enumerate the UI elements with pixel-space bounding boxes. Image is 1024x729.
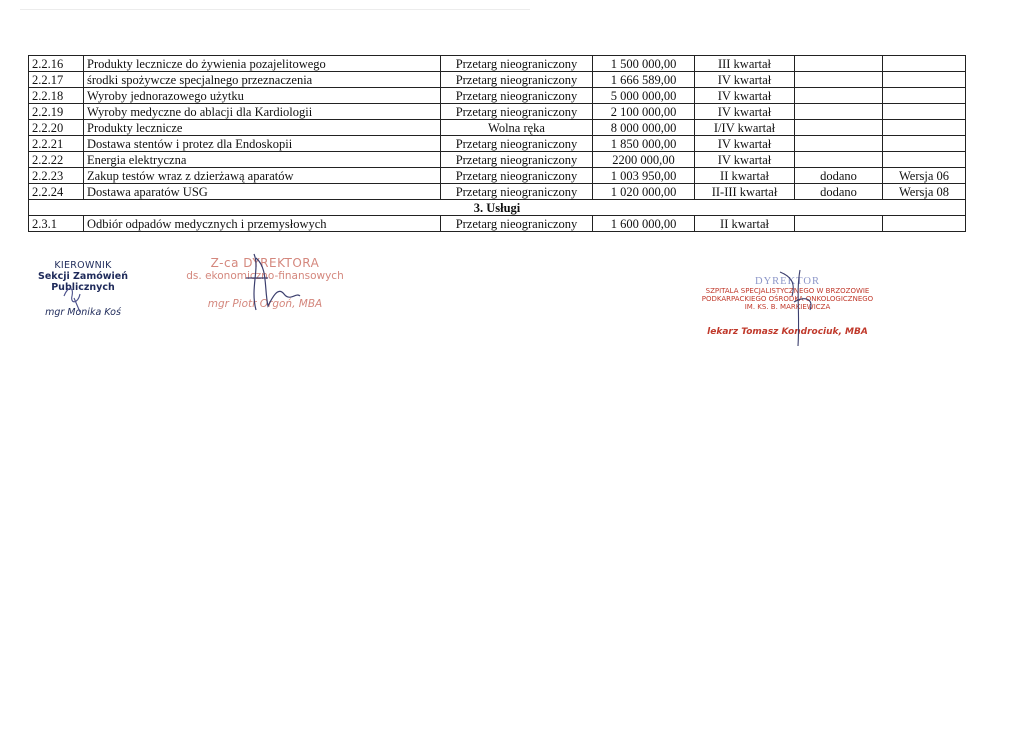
stamp-line: IM. KS. B. MARKIEWICZA (744, 303, 831, 311)
procurement-mode: Przetarg nieograniczony (441, 216, 593, 232)
item-name: środki spożywcze specjalnego przeznaczenia (84, 72, 441, 88)
procurement-mode: Przetarg nieograniczony (441, 136, 593, 152)
table-row (29, 88, 966, 104)
estimated-value: 1 020 000,00 (593, 184, 695, 200)
signature-name: lekarz Tomasz Kondrociuk, MBA (707, 327, 868, 337)
estimated-value: 8 000 000,00 (593, 120, 695, 136)
item-number: 2.2.18 (29, 88, 84, 104)
item-number: 2.2.19 (29, 104, 84, 120)
version-label (883, 88, 966, 104)
change-note: dodano (795, 168, 883, 184)
estimated-value: 1 850 000,00 (593, 136, 695, 152)
item-name: Zakup testów wraz z dzierżawą aparatów (84, 168, 441, 184)
version-label (883, 56, 966, 72)
table-row (29, 216, 966, 232)
planned-quarter: IV kwartał (695, 104, 795, 120)
procurement-mode: Przetarg nieograniczony (441, 152, 593, 168)
version-label: Wersja 08 (883, 184, 966, 200)
procurement-mode: Przetarg nieograniczony (441, 56, 593, 72)
change-note: dodano (795, 184, 883, 200)
signature-title: KIEROWNIK (54, 260, 112, 271)
item-number: 2.2.16 (29, 56, 84, 72)
procurement-plan-table (28, 55, 966, 232)
change-note (795, 136, 883, 152)
item-name: Odbiór odpadów medycznych i przemysłowych (84, 216, 441, 232)
procurement-mode: Wolna ręka (441, 120, 593, 136)
item-number: 2.2.24 (29, 184, 84, 200)
version-label (883, 120, 966, 136)
item-name: Dostawa stentów i protez dla Endoskopii (84, 136, 441, 152)
signature-title: Z-ca DYREKTORA (210, 256, 320, 270)
item-name: Dostawa aparatów USG (84, 184, 441, 200)
stamp-line: PODKARPACKIEGO OŚRODKA ONKOLOGICZNEGO (701, 295, 874, 303)
signature-name: mgr Monika Koś (45, 307, 121, 318)
handwritten-signature-middle (238, 248, 308, 318)
item-name: Wyroby jednorazowego użytku (84, 88, 441, 104)
table-row (29, 184, 966, 200)
stamp-line: SZPITALA SPECJALISTYCZNEGO W BRZOZOWIE (705, 287, 870, 295)
procurement-mode: Przetarg nieograniczony (441, 72, 593, 88)
estimated-value: 1 600 000,00 (593, 216, 695, 232)
planned-quarter: IV kwartał (695, 152, 795, 168)
item-name: Energia elektryczna (84, 152, 441, 168)
item-number: 2.2.20 (29, 120, 84, 136)
version-label (883, 104, 966, 120)
change-note (795, 88, 883, 104)
table-row (29, 120, 966, 136)
version-label (883, 136, 966, 152)
table-body (29, 56, 966, 232)
signature-title: DYREKTOR (755, 276, 820, 287)
planned-quarter: IV kwartał (695, 136, 795, 152)
table-row (29, 56, 966, 72)
change-note (795, 104, 883, 120)
planned-quarter: IV kwartał (695, 88, 795, 104)
item-name: Produkty lecznicze do żywienia pozajelitowego (84, 56, 441, 72)
page-top-rule (20, 9, 530, 10)
handwritten-signature-right (770, 262, 840, 352)
table-row (29, 152, 966, 168)
estimated-value: 1 003 950,00 (593, 168, 695, 184)
estimated-value: 1 500 000,00 (593, 56, 695, 72)
version-label (883, 152, 966, 168)
section-heading: 3. Usługi (29, 200, 966, 216)
item-number: 2.2.17 (29, 72, 84, 88)
change-note (795, 152, 883, 168)
signature-unit: Sekcji Zamówień Publicznych (37, 271, 129, 293)
signature-unit: ds. ekonomiczno-finansowych (186, 270, 344, 282)
version-label (883, 216, 966, 232)
item-name: Wyroby medyczne do ablacji dla Kardiologii (84, 104, 441, 120)
change-note (795, 72, 883, 88)
change-note (795, 56, 883, 72)
planned-quarter: IV kwartał (695, 72, 795, 88)
item-number: 2.2.21 (29, 136, 84, 152)
table-row (29, 136, 966, 152)
estimated-value: 2 100 000,00 (593, 104, 695, 120)
procurement-mode: Przetarg nieograniczony (441, 168, 593, 184)
planned-quarter: III kwartał (695, 56, 795, 72)
table-row (29, 104, 966, 120)
version-label: Wersja 06 (883, 168, 966, 184)
estimated-value: 2200 000,00 (593, 152, 695, 168)
estimated-value: 1 666 589,00 (593, 72, 695, 88)
procurement-mode: Przetarg nieograniczony (441, 184, 593, 200)
table-row (29, 72, 966, 88)
section-row (29, 200, 966, 216)
item-number: 2.2.22 (29, 152, 84, 168)
procurement-mode: Przetarg nieograniczony (441, 104, 593, 120)
estimated-value: 5 000 000,00 (593, 88, 695, 104)
table-row (29, 168, 966, 184)
signature-name: mgr Piotr Orgoń, MBA (207, 298, 323, 310)
item-number: 2.3.1 (29, 216, 84, 232)
item-number: 2.2.23 (29, 168, 84, 184)
planned-quarter: I/IV kwartał (695, 120, 795, 136)
version-label (883, 72, 966, 88)
change-note (795, 120, 883, 136)
change-note (795, 216, 883, 232)
item-name: Produkty lecznicze (84, 120, 441, 136)
planned-quarter: II-III kwartał (695, 184, 795, 200)
planned-quarter: II kwartał (695, 168, 795, 184)
planned-quarter: II kwartał (695, 216, 795, 232)
procurement-mode: Przetarg nieograniczony (441, 88, 593, 104)
handwritten-signature-left (58, 278, 98, 314)
